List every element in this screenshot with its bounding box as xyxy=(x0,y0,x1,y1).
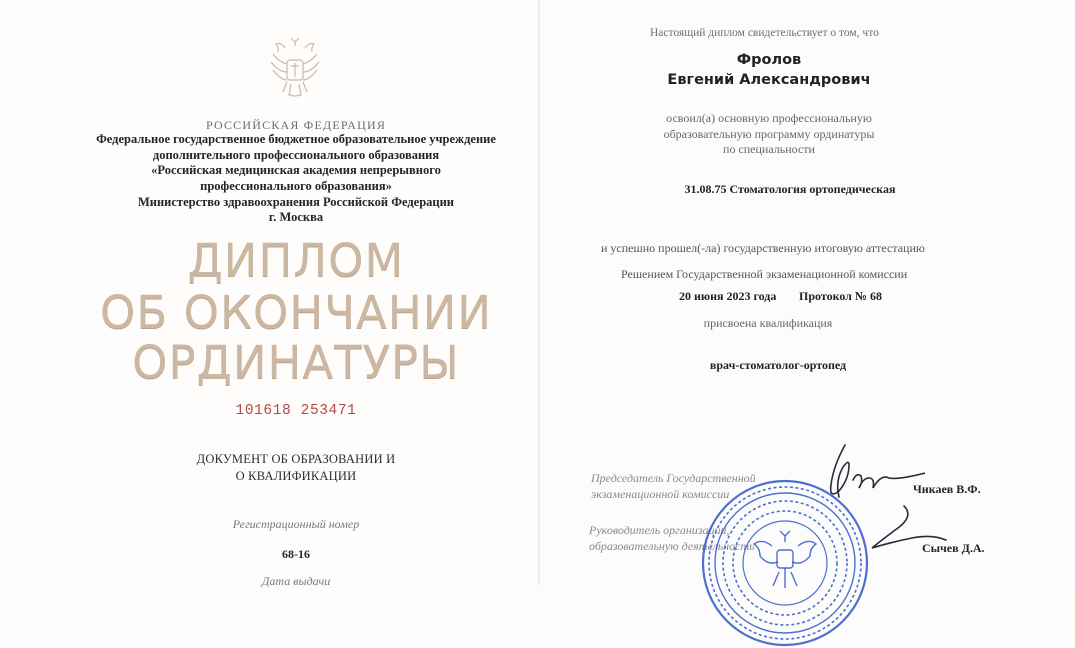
organization-line: «Российская медицинская академия непрерывного xyxy=(151,163,441,177)
attestation-passed: и успешно прошел(-ла) государственную итоговую аттестацию xyxy=(601,241,925,255)
diploma-title-line: ОБ ОКОНЧАНИИ xyxy=(99,286,493,339)
protocol-number: Протокол № 68 xyxy=(799,289,882,303)
commission-decision: Решением Государственной экзаменационной комиссии xyxy=(621,267,908,281)
qualification-assigned-label: присвоена квалификация xyxy=(703,316,833,330)
document-type-line: О КВАЛИФИКАЦИИ xyxy=(235,469,357,483)
organization-line: профессионального образования» xyxy=(200,179,392,193)
graduate-given-names: Евгений Александрович xyxy=(667,72,871,88)
organization-line: Министерство здравоохранения Российской Федерации xyxy=(137,195,455,209)
organization-city: г. Москва xyxy=(268,210,324,224)
program-line: по специальности xyxy=(723,142,815,156)
organization-head-label: Руководитель организации, образовательную деятельность xyxy=(589,523,755,553)
specialty: 31.08.75 Стоматология ортопедическая xyxy=(684,182,896,196)
registration-number-label: Регистрационный номер xyxy=(232,517,360,531)
issue-date-label: Дата выдачи xyxy=(261,574,331,588)
program-line: освоил(а) основную профессиональную xyxy=(666,111,872,125)
country-heading: РОССИЙСКАЯ ФЕДЕРАЦИЯ xyxy=(205,118,387,132)
certifies-intro: Настоящий диплом свидетельствует о том, что xyxy=(650,27,879,39)
serial-number: 101618 253471 xyxy=(235,403,357,419)
diploma-title-line: ДИПЛОМ xyxy=(187,234,405,287)
qualification: врач-стоматолог-ортопед xyxy=(709,358,847,372)
document-type-line: ДОКУМЕНТ ОБ ОБРАЗОВАНИИ И xyxy=(196,452,396,466)
graduate-surname: Фролов xyxy=(736,52,802,68)
coat-of-arms-emblem xyxy=(265,36,325,102)
organization-line: Федеральное государственное бюджетное образовательное учреждение xyxy=(96,132,496,146)
decision-date: 20 июня 2023 года xyxy=(679,289,777,303)
program-line: образовательную программу ординатуры xyxy=(663,127,875,141)
organization-head-name: Сычев Д.А. xyxy=(922,541,985,555)
commission-chair-name: Чикаев В.Ф. xyxy=(913,482,981,496)
commission-chair-label: Председатель Государственной экзаменационной комиссии xyxy=(591,471,756,501)
registration-number: 68-16 xyxy=(282,547,310,561)
diploma-title-line: ОРДИНАТУРЫ xyxy=(132,336,460,389)
organization-line: дополнительного профессионального образования xyxy=(152,148,440,162)
